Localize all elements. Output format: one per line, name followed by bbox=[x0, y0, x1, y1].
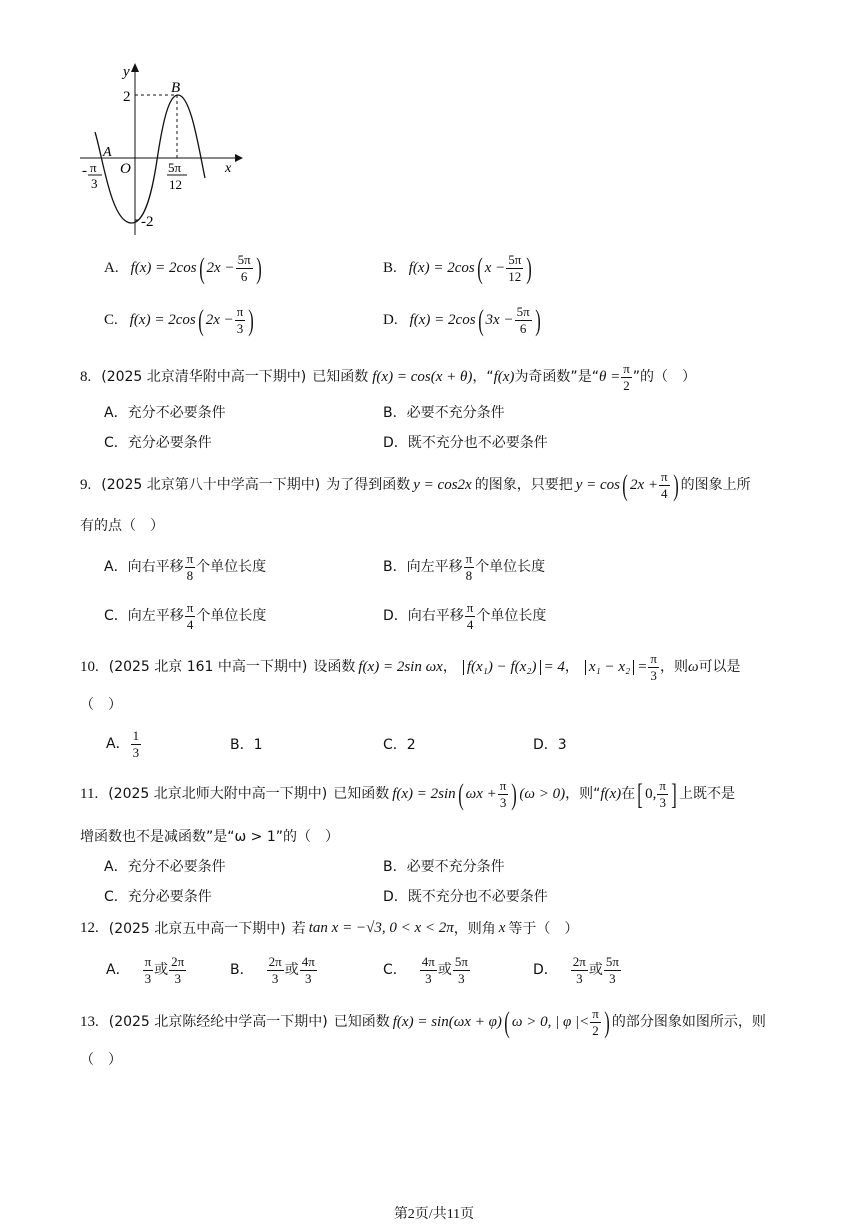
option-text: A． bbox=[106, 736, 130, 753]
q9-option-b[interactable] bbox=[383, 552, 545, 582]
q10-stem-line2: （ ） bbox=[80, 697, 122, 713]
fraction: $\frac{\pi}{3}$ bbox=[659, 778, 666, 810]
q11-option-d[interactable]: D．既不充分也不必要条件 bbox=[383, 889, 548, 905]
fraction: $\frac{\pi}{2}$ bbox=[592, 1006, 599, 1038]
option-text: 或 bbox=[437, 962, 452, 979]
q8-option-d[interactable]: D．既不充分也不必要条件 bbox=[383, 435, 548, 451]
q9-stem bbox=[80, 470, 751, 500]
option-text: 个单位长度 bbox=[196, 559, 267, 576]
left-paren: ( bbox=[198, 251, 205, 285]
right-bracket: ] bbox=[671, 777, 677, 811]
option-text: 或 bbox=[284, 962, 299, 979]
q7-option-a[interactable] bbox=[104, 253, 264, 283]
question-source: (2025 北京第八十中学高一下期中) bbox=[101, 477, 321, 494]
x-pos-num: 5π bbox=[168, 160, 182, 175]
q7-option-b[interactable] bbox=[383, 253, 534, 283]
x-neg-prefix: - bbox=[82, 163, 87, 179]
right-paren: ) bbox=[255, 251, 262, 285]
left-paren: ( bbox=[504, 1005, 510, 1039]
left-paren: ( bbox=[622, 468, 628, 502]
fraction: $\frac{2\pi}{3}$ bbox=[268, 954, 282, 986]
stem-math: f(x) = sin(ωx + φ) bbox=[392, 1013, 502, 1030]
stem-math: ω bbox=[687, 658, 699, 675]
stem-text: 的图象，只要把 bbox=[474, 477, 573, 494]
fraction: $\frac{5\pi}{3}$ bbox=[605, 954, 619, 986]
stem-text: 已知函数 bbox=[333, 786, 390, 803]
fraction: $\frac{2\pi}{3}$ bbox=[171, 954, 185, 986]
stem-text: 设函数 bbox=[313, 659, 356, 676]
q10-option-d[interactable]: D．3 bbox=[533, 737, 567, 753]
fraction: $\frac{2\pi}{3}$ bbox=[572, 954, 586, 986]
stem-math: f(x) = 2sin ωx bbox=[358, 658, 443, 675]
q7-option-c[interactable] bbox=[104, 305, 256, 335]
fraction: $\frac{\pi}{8}$ bbox=[186, 551, 194, 583]
x-neg-den: 3 bbox=[91, 176, 98, 191]
stem-text: 等于（ ） bbox=[508, 920, 579, 937]
stem-math: = bbox=[637, 658, 648, 675]
y-max-label: 2 bbox=[123, 89, 131, 105]
y-axis-arrow-icon bbox=[131, 63, 139, 72]
stem-text: ， bbox=[564, 659, 579, 676]
point-a-label: A bbox=[103, 145, 112, 160]
option-expr: f(x) = 2cos bbox=[130, 259, 197, 276]
option-inner: x − bbox=[484, 259, 506, 276]
option-text: A．向右平移 bbox=[104, 559, 184, 576]
q11-stem-line2: 增函数也不是减函数”是“ω > 1”的（ ） bbox=[80, 829, 340, 845]
question-source: (2025 北京北师大附中高一下期中) bbox=[108, 786, 328, 803]
option-inner: 2x − bbox=[206, 259, 235, 276]
left-paren: ( bbox=[197, 303, 204, 337]
left-paren: ( bbox=[457, 777, 464, 811]
stem-math: θ = bbox=[598, 368, 621, 385]
question-source: (2025 北京清华附中高一下期中) bbox=[101, 369, 307, 386]
origin-label: O bbox=[120, 161, 131, 177]
option-text: D． bbox=[533, 962, 558, 979]
left-paren: ( bbox=[477, 303, 484, 337]
stem-math: 2x + bbox=[629, 476, 659, 493]
option-label: A. bbox=[104, 259, 119, 276]
stem-text: ， bbox=[442, 659, 457, 676]
stem-math: = 4 bbox=[543, 658, 565, 675]
stem-math: ωx + bbox=[465, 785, 497, 802]
right-paren: ) bbox=[526, 251, 533, 285]
q8-stem bbox=[80, 362, 696, 392]
stem-math: (ω > 0) bbox=[519, 785, 566, 802]
page-footer: 第2页/共11页 bbox=[393, 1207, 475, 1222]
q10-option-c[interactable]: C．2 bbox=[383, 737, 416, 753]
left-paren: ( bbox=[476, 251, 483, 285]
option-inner: 3x − bbox=[485, 311, 514, 328]
fraction: $\frac{\pi}{2}$ bbox=[623, 361, 630, 393]
stem-text: 的图象上所 bbox=[680, 477, 751, 494]
stem-text: 若 bbox=[291, 920, 306, 937]
question-number: 8. bbox=[80, 368, 92, 385]
fraction: $\frac{\pi}{4}$ bbox=[186, 600, 194, 632]
stem-text: 为了得到函数 bbox=[326, 477, 411, 494]
q11-option-c[interactable]: C．充分必要条件 bbox=[104, 889, 212, 905]
q11-option-a[interactable]: A．充分不必要条件 bbox=[104, 859, 226, 875]
x-neg-num: π bbox=[90, 160, 97, 175]
stem-text: 为奇函数”是“ bbox=[514, 369, 599, 386]
q9-option-c[interactable] bbox=[104, 601, 266, 631]
option-text: B．向左平移 bbox=[383, 559, 463, 576]
q12-option-d[interactable] bbox=[533, 955, 622, 985]
question-number: 9. bbox=[80, 476, 92, 493]
stem-text: ，则“ bbox=[565, 786, 601, 803]
fraction: $\frac{\pi}{3}$ bbox=[144, 954, 152, 986]
stem-math: ω > 0, | φ |< bbox=[511, 1013, 590, 1030]
q12-option-b[interactable] bbox=[230, 955, 318, 985]
question-source: (2025 北京陈经纶中学高一下期中) bbox=[108, 1014, 328, 1031]
fraction: $\frac{4\pi}{3}$ bbox=[421, 954, 435, 986]
x-pos-den: 12 bbox=[169, 177, 182, 192]
stem-text: ”的（ ） bbox=[632, 369, 697, 386]
fraction: $\frac{\pi}{4}$ bbox=[661, 469, 668, 501]
q8-option-b[interactable]: B．必要不充分条件 bbox=[383, 405, 505, 421]
right-paren: ) bbox=[248, 303, 255, 337]
function-graph bbox=[75, 60, 245, 240]
fraction: $\frac{\pi}{3}$ bbox=[650, 651, 657, 683]
stem-text: ，则角 bbox=[453, 920, 496, 937]
question-source: (2025 北京 161 中高一下期中) bbox=[108, 659, 308, 676]
y-min-label: -2 bbox=[141, 214, 154, 230]
stem-text: 已知函数 bbox=[312, 369, 369, 386]
q10-option-a[interactable] bbox=[106, 729, 142, 759]
x-axis-label: x bbox=[225, 161, 232, 176]
question-source: (2025 北京五中高一下期中) bbox=[108, 920, 286, 937]
fraction: $\frac{1}{3}$ bbox=[132, 728, 140, 760]
option-text: 个单位长度 bbox=[196, 608, 267, 625]
option-label: C. bbox=[104, 311, 118, 328]
stem-math: f(x₁) − f(x₂) bbox=[463, 660, 541, 675]
stem-math: 0, bbox=[645, 785, 657, 802]
question-number: 12. bbox=[80, 920, 99, 936]
right-paren: ) bbox=[604, 1005, 610, 1039]
right-paren: ) bbox=[672, 468, 679, 502]
stem-math: y = cos bbox=[575, 476, 620, 493]
q11-option-b[interactable]: B．必要不充分条件 bbox=[383, 859, 505, 875]
option-label: D. bbox=[383, 311, 398, 328]
q13-stem bbox=[80, 1007, 766, 1037]
stem-math: x bbox=[498, 920, 506, 936]
option-inner: 2x − bbox=[205, 311, 234, 328]
stem-text: 的部分图象如图所示，则 bbox=[611, 1014, 766, 1031]
option-text: 个单位长度 bbox=[476, 608, 547, 625]
q8-option-c[interactable]: C．充分必要条件 bbox=[104, 435, 212, 451]
x-axis-arrow-icon bbox=[235, 154, 243, 162]
option-text: 或 bbox=[588, 962, 603, 979]
right-paren: ) bbox=[511, 777, 518, 811]
question-number: 13. bbox=[80, 1013, 99, 1030]
option-text: A． bbox=[106, 962, 130, 979]
stem-text: 上既不是 bbox=[679, 786, 735, 803]
stem-text: ，则 bbox=[659, 659, 688, 676]
stem-math: f(x) bbox=[493, 368, 515, 385]
q8-option-a[interactable]: A．充分不必要条件 bbox=[104, 405, 226, 421]
q11-stem bbox=[80, 779, 735, 809]
y-axis-label: y bbox=[123, 64, 130, 80]
stem-math: f(x) = 2sin bbox=[392, 785, 456, 802]
option-text: 个单位长度 bbox=[475, 559, 546, 576]
option-expr: f(x) = 2cos bbox=[409, 311, 476, 328]
fraction: $\frac{5\pi}{6}$ bbox=[516, 304, 530, 336]
option-label: B. bbox=[383, 259, 397, 276]
fraction: $\frac{4\pi}{3}$ bbox=[301, 954, 315, 986]
stem-math: x₁ − x₂ bbox=[585, 660, 634, 675]
option-text: 或 bbox=[154, 962, 169, 979]
right-paren: ) bbox=[534, 303, 541, 337]
q13-stem-line2: （ ） bbox=[80, 1052, 122, 1068]
option-text: D．向右平移 bbox=[383, 608, 464, 625]
fraction: $\frac{\pi}{8}$ bbox=[465, 551, 473, 583]
question-number: 11. bbox=[80, 785, 99, 802]
option-text: C．向左平移 bbox=[104, 608, 184, 625]
option-expr: f(x) = 2cos bbox=[408, 259, 475, 276]
fraction: $\frac{\pi}{4}$ bbox=[466, 600, 474, 632]
option-text: C． bbox=[383, 962, 407, 979]
fraction: $\frac{5\pi}{3}$ bbox=[454, 954, 468, 986]
fraction: $\frac{\pi}{3}$ bbox=[499, 778, 507, 810]
question-number: 10. bbox=[80, 658, 99, 675]
stem-text: ，“ bbox=[472, 369, 494, 386]
stem-math: y = cos2x bbox=[413, 476, 472, 493]
q10-stem bbox=[80, 652, 741, 682]
q12-option-a[interactable] bbox=[106, 955, 187, 985]
stem-math: f(x) = cos(x + θ) bbox=[372, 368, 473, 385]
stem-text: 在 bbox=[621, 786, 636, 803]
q12-stem bbox=[80, 921, 578, 936]
q9-stem-line2: 有的点（ ） bbox=[80, 518, 164, 534]
stem-math: f(x) bbox=[600, 785, 622, 802]
option-expr: f(x) = 2cos bbox=[129, 311, 196, 328]
fraction: $\frac{5\pi}{6}$ bbox=[237, 252, 251, 284]
stem-math: tan x = −√3, 0 < x < 2π bbox=[308, 920, 454, 936]
left-bracket: [ bbox=[637, 777, 643, 811]
fraction: $\frac{5\pi}{12}$ bbox=[508, 252, 522, 284]
q9-option-d[interactable] bbox=[383, 601, 546, 631]
q9-option-a[interactable] bbox=[104, 552, 266, 582]
q12-option-c[interactable] bbox=[383, 955, 471, 985]
fraction: $\frac{\pi}{3}$ bbox=[236, 304, 244, 336]
option-text: B． bbox=[230, 962, 254, 979]
point-b-label: B bbox=[171, 80, 181, 96]
q7-option-d[interactable] bbox=[383, 305, 543, 335]
q10-option-b[interactable]: B．1 bbox=[230, 737, 263, 753]
stem-text: 已知函数 bbox=[333, 1014, 390, 1031]
stem-text: 可以是 bbox=[698, 659, 741, 676]
